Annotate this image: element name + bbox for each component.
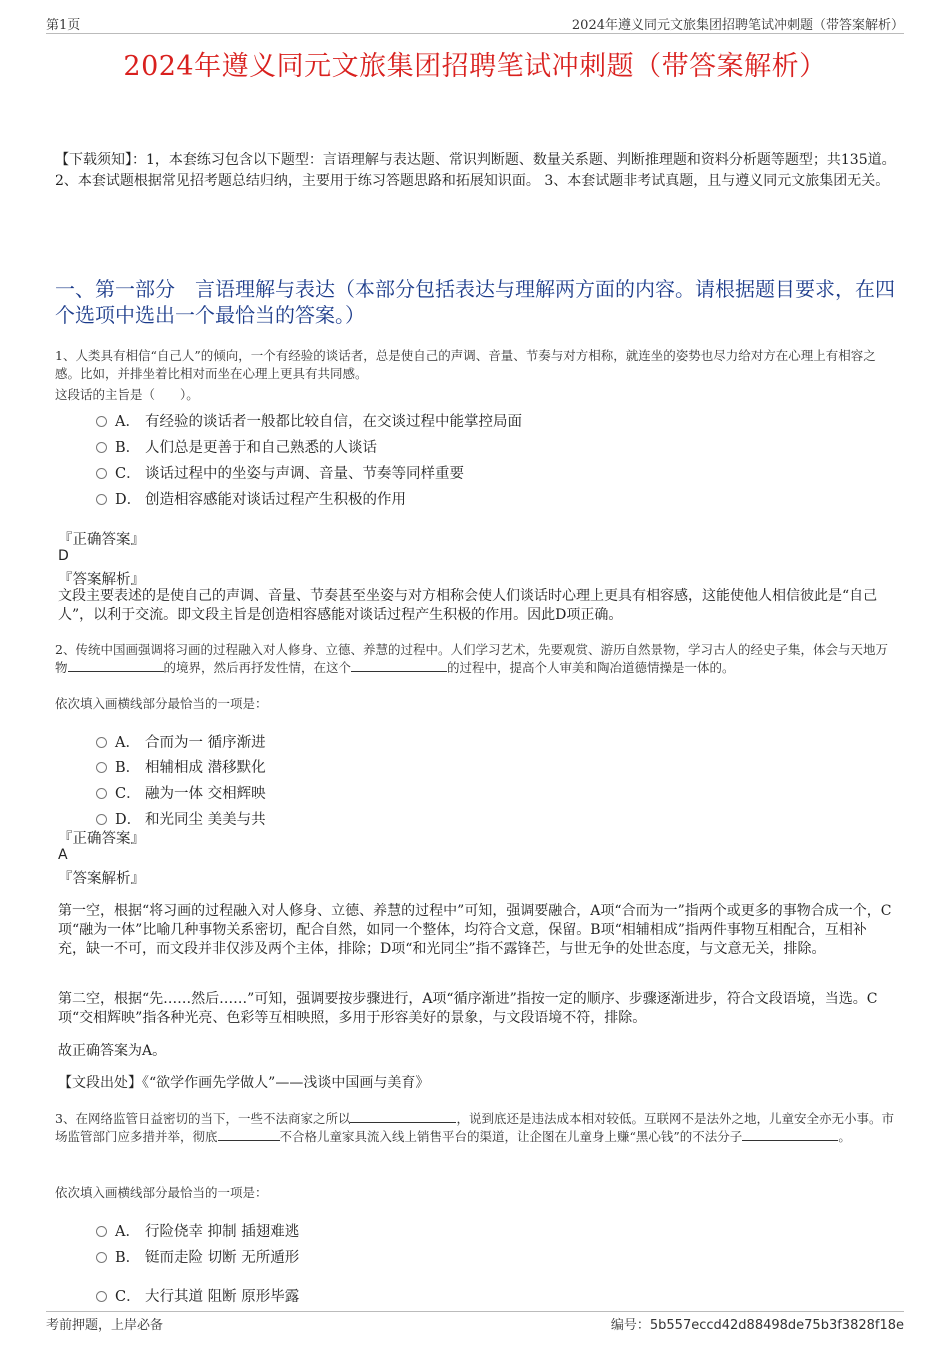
radio-icon[interactable] [96, 762, 107, 773]
radio-icon[interactable] [96, 1226, 107, 1237]
answer-label: 『正确答案』 [58, 831, 145, 847]
fill-blank [218, 1128, 280, 1141]
question-3-stem: 3、在网络监管日益密切的当下，一些不法商家之所以 ，说到底还是违法成本相对较低。互联网不是法外之地，儿童安全亦无小事。市场监管部门应多措并举，彻底 不合格儿童家具流入线上销售平台的渠道，让企图在儿童身上赚“黑心钱”的不法分子 。 [55, 1111, 894, 1144]
radio-icon[interactable] [96, 788, 107, 799]
question-3-option-c[interactable]: C． 大行其道 阻断 原形毕露 [96, 1285, 299, 1306]
question-3-option-a[interactable]: A． 行险侥幸 抑制 插翅难逃 [96, 1220, 299, 1241]
download-notice: 【下载须知】：1，本套练习包含以下题型：言语理解与表达题、常识判断题、数量关系题、判断推理题和资料分析题等题型；共135道。 2、本套试题根据常见招考题总结归纳，主要用于练习答题思路和拓展知识面。 3、本套试题非考试真题，且与遵义同元文旅集团无关。 [55, 152, 896, 189]
section-heading: 一、第一部分 言语理解与表达（本部分包括表达与理解两方面的内容。请根据题目要求，在四个选项中选出一个最恰当的答案。） [55, 277, 895, 327]
question-2-stem: 2、传统中国画强调将习画的过程融入对人修身、立德、养慧的过程中。人们学习艺术，先要观赏、游历自然景物，学习古人的经史子集，体会与天地万物 的境界，然后再抒发性情，在这个 的过程中，提高个人审美和陶冶道德情操是一体的。 [55, 642, 888, 675]
radio-icon[interactable] [96, 468, 107, 479]
footer-code: 编号：5b557eccd42d88498de75b3f3828f18e [610, 1318, 904, 1333]
question-2-option-d[interactable]: D． 和光同尘 美美与共 [96, 808, 266, 829]
question-3-prompt: 依次填入画横线部分最恰当的一项是： [55, 1185, 268, 1200]
question-1-analysis: 文段主要表述的是使自己的声调、音量、节奏甚至坐姿与对方相称会使人们谈话时心理上更具有相容感，这能使他人相信彼此是“自己人”，以利于交流。即文段主旨是创造相容感能对谈话过程产生积极的作用。因此D项正确。 [58, 588, 878, 623]
question-1-stem: 1、人类具有相信“自己人”的倾向，一个有经验的谈话者，总是使自己的声调、音量、节奏与对方相称，就连坐的姿势也尽力给对方在心理上有相容之感。比如，并排坐着比相对而坐在心理上更具有共同感。 [55, 348, 876, 381]
radio-icon[interactable] [96, 737, 107, 748]
header-divider [46, 33, 904, 34]
question-3-option-b[interactable]: B． 铤而走险 切断 无所遁形 [96, 1246, 299, 1267]
question-2-prompt: 依次填入画横线部分最恰当的一项是： [55, 696, 268, 711]
radio-icon[interactable] [96, 494, 107, 505]
fill-blank [68, 659, 164, 672]
question-2-option-b[interactable]: B． 相辅相成 潜移默化 [96, 756, 266, 777]
analysis-label: 『答案解析』 [58, 871, 145, 887]
footer-slogan: 考前押题，上岸必备 [46, 1318, 164, 1333]
analysis-label: 『答案解析』 [58, 572, 145, 588]
radio-icon[interactable] [96, 1291, 107, 1302]
question-1-option-a[interactable]: A． 有经验的谈话者一般都比较自信，在交谈过程中能掌控局面 [96, 410, 522, 431]
radio-icon[interactable] [96, 814, 107, 825]
answer-label: 『正确答案』 [58, 532, 145, 548]
question-1-option-c[interactable]: C． 谈话过程中的坐姿与声调、音量、节奏等同样重要 [96, 462, 464, 483]
question-1-prompt: 这段话的主旨是（ ）。 [55, 387, 199, 402]
question-2-analysis-2: 第二空，根据“先……然后……”可知，强调要按步骤进行，A项“循序渐进”指按一定的顺序、步骤逐渐进步，符合文段语境，当选。C项“交相辉映”指各种光亮、色彩等互相映照，多用于形容美好的景象，与文段语境不符，排除。 [58, 991, 878, 1026]
question-1-option-d[interactable]: D． 创造相容感能对谈话过程产生积极的作用 [96, 488, 406, 509]
radio-icon[interactable] [96, 416, 107, 427]
question-1-answer: D [58, 548, 69, 564]
fill-blank [351, 659, 447, 672]
page-number: 第1页 [46, 18, 81, 33]
question-2-option-a[interactable]: A． 合而为一 循序渐进 [96, 731, 266, 752]
footer-divider [46, 1311, 904, 1312]
fill-blank [350, 1110, 456, 1123]
question-2-answer: A [58, 847, 68, 863]
question-2-source: 【文段出处】《“欲学作画先学做人”——浅谈中国画与美育》 [58, 1075, 430, 1091]
radio-icon[interactable] [96, 1252, 107, 1263]
question-2-analysis-1: 第一空，根据“将习画的过程融入对人修身、立德、养慧的过程中”可知，强调要融合，A项“合而为一”指两个或更多的事物合成一个，C项“融为一体”比喻几种事物关系密切，配合自然，如同一个整体，均符合文意，保留。B项“相辅相成”指两件事物互相配合，互相补充，缺一不可，而文段并非仅涉及两个主体，排除；D项“和光同尘”指不露锋芒，与世无争的处世态度，与文意无关，排除。 [58, 903, 892, 957]
question-2-option-c[interactable]: C． 融为一体 交相辉映 [96, 782, 266, 803]
header-doc-title: 2024年遵义同元文旅集团招聘笔试冲刺题（带答案解析） [571, 18, 904, 33]
fill-blank [742, 1128, 838, 1141]
radio-icon[interactable] [96, 442, 107, 453]
question-1-option-b[interactable]: B． 人们总是更善于和自己熟悉的人谈话 [96, 436, 377, 457]
document-title: 2024年遵义同元文旅集团招聘笔试冲刺题（带答案解析） [123, 51, 827, 82]
question-2-conclusion: 故正确答案为A。 [58, 1043, 167, 1059]
